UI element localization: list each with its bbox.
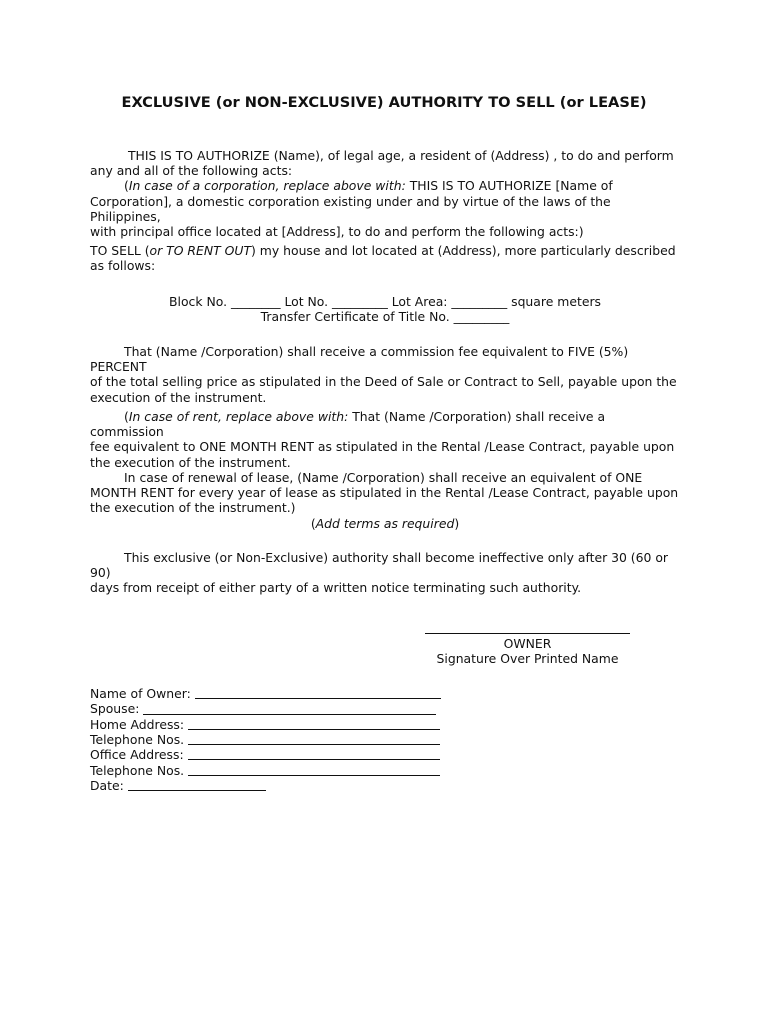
spouse-field[interactable]: [143, 703, 436, 715]
rent-line-2: fee equivalent to ONE MONTH RENT as stipulated in the Rental /Lease Contract, payable upon: [90, 439, 675, 455]
corporation-line-2: Corporation], a domestic corporation existing under and by virtue of the laws of the Philippines,: [90, 193, 611, 224]
validity-line-1: This exclusive (or Non-Exclusive) authority shall become ineffective only after 30 (60 or 90): [90, 550, 669, 581]
rent-paragraph: [90, 409, 680, 470]
rent-line-3: the execution of the instrument.: [90, 454, 291, 470]
property-line-1: Block No. ________ Lot No. _________ Lot Area: _________ square meters: [169, 294, 601, 309]
form-row-office-address: [90, 747, 450, 762]
signature-caption: Signature Over Printed Name: [436, 651, 619, 666]
telephone-field-1[interactable]: [188, 733, 440, 745]
office-address-field[interactable]: [188, 748, 440, 760]
renewal-line-2: MONTH RENT for every year of lease as stipulated in the Rental /Lease Contract, payable upon: [90, 485, 679, 501]
to-sell-line-1: TO SELL (or TO RENT OUT) my house and lot located at (Address), more particularly described: [90, 243, 676, 258]
document-title: EXCLUSIVE (or NON-EXCLUSIVE) AUTHORITY TO SELL (or LEASE): [121, 94, 647, 111]
owner-label: OWNER: [503, 636, 552, 651]
form-row-telephone-2: [90, 762, 450, 777]
to-sell-paragraph: [90, 243, 680, 273]
field-label: Telephone Nos.: [90, 731, 185, 747]
form-row-telephone-1: [90, 732, 450, 747]
field-label: Spouse:: [90, 701, 140, 717]
field-label: Date:: [90, 777, 124, 793]
authorization-line-2: any and all of the following acts:: [90, 163, 293, 179]
name-of-owner-field[interactable]: [195, 687, 441, 699]
property-details: [90, 294, 680, 324]
field-label: Home Address:: [90, 716, 185, 732]
form-row-name-of-owner: [90, 686, 450, 701]
owner-info-form: [90, 686, 450, 793]
validity-line-2: days from receipt of either party of a written notice terminating such authority.: [90, 580, 582, 596]
commission-line-2: of the total selling price as stipulated in the Deed of Sale or Contract to Sell, payable upon the: [90, 374, 677, 390]
renewal-line-1: In case of renewal of lease, (Name /Corporation) shall receive an equivalent of ONE: [124, 470, 643, 485]
field-label: Telephone Nos.: [90, 762, 185, 778]
property-line-2: Transfer Certificate of Title No. _________: [260, 309, 510, 325]
form-row-spouse: [90, 701, 450, 716]
home-address-field[interactable]: [188, 718, 440, 730]
form-row-date: [90, 778, 450, 793]
to-sell-line-2: as follows:: [90, 258, 156, 274]
commission-line-3: execution of the instrument.: [90, 389, 267, 405]
form-row-home-address: [90, 717, 450, 732]
renewal-paragraph: [90, 470, 680, 531]
commission-paragraph: [90, 344, 680, 405]
authorization-line-1: THIS IS TO AUTHORIZE (Name), of legal age, a resident of (Address) , to do and perform: [124, 148, 674, 163]
corporation-line-3: with principal office located at [Address], to do and perform the following acts:): [90, 224, 584, 240]
validity-paragraph: [90, 550, 680, 596]
field-label: Office Address:: [90, 747, 184, 763]
corporation-line-1: (In case of a corporation, replace above with: THIS IS TO AUTHORIZE [Name of: [124, 178, 613, 194]
telephone-field-2[interactable]: [188, 764, 440, 776]
add-terms-note: (Add terms as required): [310, 515, 460, 531]
commission-line-1: That (Name /Corporation) shall receive a commission fee equivalent to FIVE (5%) PERCENT: [90, 344, 629, 375]
date-field[interactable]: [128, 779, 266, 791]
rent-line-1: (In case of rent, replace above with: That (Name /Corporation) shall receive a commission: [90, 409, 606, 440]
renewal-line-3: the execution of the instrument.): [90, 500, 296, 516]
signature-line[interactable]: [425, 633, 630, 634]
authorization-paragraph: [90, 148, 680, 239]
field-label: Name of Owner:: [90, 686, 191, 702]
